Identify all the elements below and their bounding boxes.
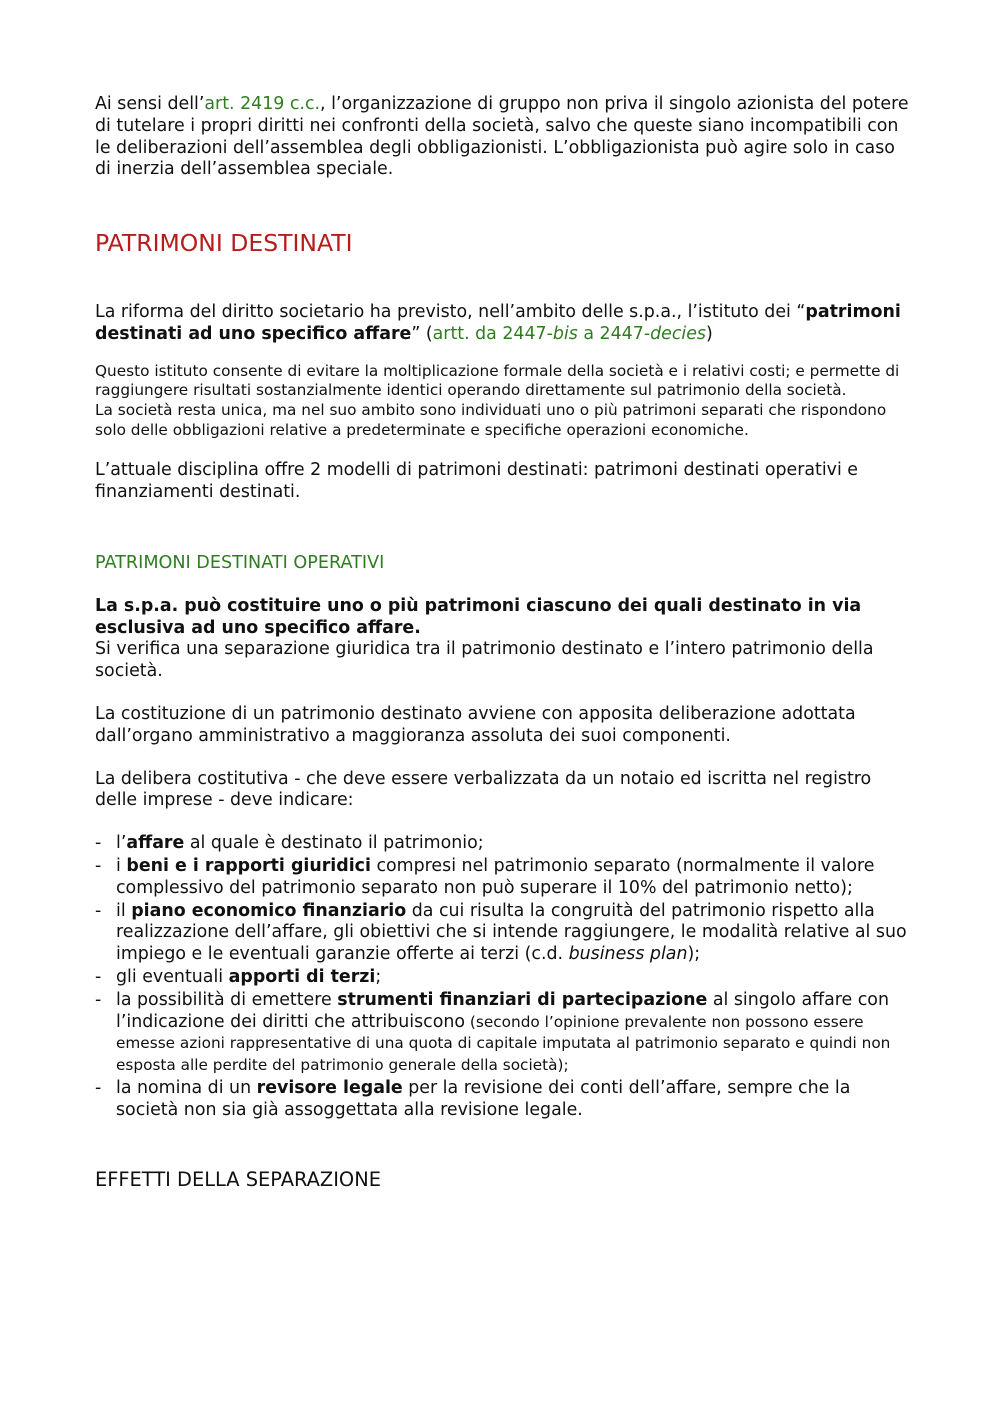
requirements-list	[95, 833, 910, 1121]
paragraph-riforma	[95, 302, 910, 346]
text-run: La riforma del diritto societario ha previsto, nell’ambito delle s.p.a., l’istituto dei “	[95, 302, 806, 323]
text-line: Questo istituto consente di evitare la moltiplicazione formale della società e i relativi costi; e permette di raggiungere risultati sostanzialmente identici operando direttamente sul patrimonio della società.	[95, 361, 900, 400]
paragraph-delibera-costitutiva: La delibera costitutiva - che deve essere verbalizzata da un notaio ed iscritta nel registro delle imprese - deve indicare:	[95, 768, 872, 811]
list-item: - i beni e i rapporti giuridici compresi nel patrimonio separato (normalmente il valore complessivo del patrimonio separato non può superare il 10% del patrimonio netto);	[95, 855, 875, 898]
list-item: - la possibilità di emettere strumenti finanziari di partecipazione al singolo affare con l’indicazione dei diritti che attribuiscono (secondo l’opinione prevalente non possono essere emesse azioni rappresentative di una quota di capitale imputata al patrimonio separato e quindi non esposta alle perdite del patrimonio generale della società);	[95, 989, 891, 1075]
list-item: - gli eventuali apporti di terzi;	[95, 966, 382, 987]
article-range-link[interactable]: artt. da 2447-bis a 2447-decies	[432, 323, 706, 344]
dash-bullet: -	[95, 833, 102, 854]
article-reference-link[interactable]: art. 2419 c.c.	[204, 94, 321, 114]
section-heading-patrimoni-destinati: PATRIMONI DESTINATI	[95, 229, 353, 258]
dash-bullet: -	[95, 855, 102, 876]
text-line: La società resta unica, ma nel suo ambito sono individuati uno o più patrimoni separati che rispondono solo delle obbligazioni relative a predeterminate e specifiche operazioni economiche.	[95, 400, 887, 439]
paragraph-intro	[95, 94, 910, 181]
text-run: , l’organizzazione di gruppo non priva il singolo azionista del potere di tutelare i propri diritti nei confronti della società, salvo che queste siano incompatibili con le deliberazioni dell’assemblea degli obbligazionisti. L’obbligazionista può agire solo in caso di inerzia dell’assemblea speciale.	[95, 94, 909, 180]
bold-term: patrimoni destinati ad uno specifico affare	[95, 302, 901, 344]
text-run: ” (	[411, 323, 433, 344]
dash-bullet: -	[95, 966, 102, 987]
dash-bullet: -	[95, 900, 102, 921]
paragraph-modelli: L’attuale disciplina offre 2 modelli di patrimoni destinati: patrimoni destinati operativi e finanziamenti destinati.	[95, 460, 859, 502]
paragraph-costituzione-spa	[95, 596, 910, 683]
list-item: - l’affare al quale è destinato il patrimonio;	[95, 833, 484, 854]
document-page	[95, 94, 910, 1192]
list-item: - la nomina di un revisore legale per la revisione dei conti dell’affare, sempre che la società non sia già assoggettata alla revisione legale.	[95, 1077, 851, 1120]
text-run: Ai sensi dell’	[95, 94, 205, 114]
paragraph-istituto	[95, 362, 910, 440]
section-heading-effetti: EFFETTI DELLA SEPARAZIONE	[95, 1168, 381, 1192]
dash-bullet: -	[95, 1077, 102, 1098]
bold-statement: La s.p.a. può costituire uno o più patrimoni ciascuno dei quali destinato in via esclusiva ad uno specifico affare.	[95, 595, 862, 638]
section-heading-operativi: PATRIMONI DESTINATI OPERATIVI	[95, 552, 385, 573]
text-line: Si verifica una separazione giuridica tra il patrimonio destinato e l’intero patrimonio della società.	[95, 639, 874, 682]
list-item: - il piano economico finanziario da cui risulta la congruità del patrimonio rispetto alla realizzazione dell’affare, gli obiettivi che si intende raggiungere, le modalità relative al suo impiego e le eventuali garanzie offerte ai terzi (c.d. business plan);	[95, 900, 907, 965]
paragraph-deliberazione: La costituzione di un patrimonio destinato avviene con apposita deliberazione adottata dall’organo amministrativo a maggioranza assoluta dei suoi componenti.	[95, 703, 856, 746]
dash-bullet: -	[95, 989, 102, 1010]
text-run: )	[706, 323, 713, 344]
